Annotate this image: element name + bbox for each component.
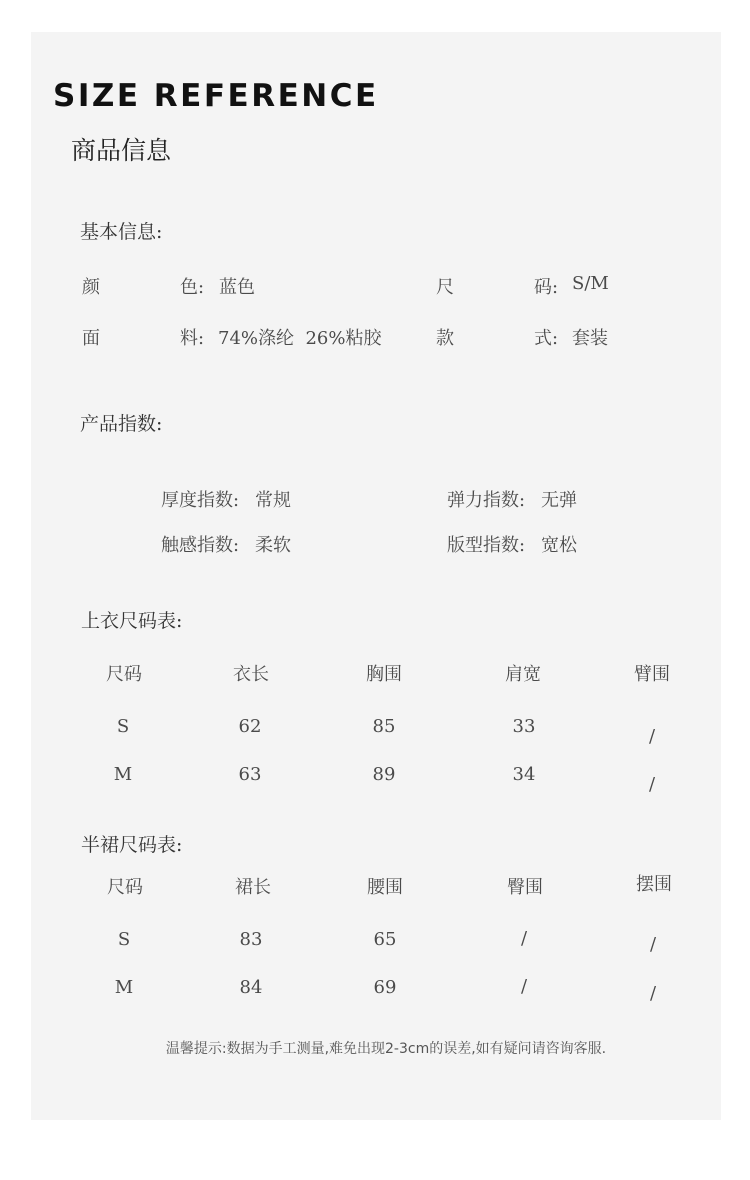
skirt-header-size: 尺码: [107, 877, 143, 898]
elasticity-index-value: 无弹: [541, 490, 577, 511]
thickness-index-value: 常规: [255, 490, 291, 511]
top-size-table-heading: 上衣尺码表:: [81, 610, 183, 632]
skirt-row-s-length: 83: [239, 929, 263, 950]
top-row-m-length: 63: [238, 764, 262, 785]
top-row-s-bust: 85: [372, 716, 396, 737]
skirt-header-hip: 臀围: [507, 877, 543, 898]
skirt-row-s-hip: /: [520, 928, 528, 949]
skirt-header-length: 裙长: [235, 877, 271, 898]
skirt-row-s-waist: 65: [373, 929, 397, 950]
skirt-row-s-size: S: [117, 929, 131, 950]
color-label-start: 颜: [82, 277, 100, 298]
product-index-heading: 产品指数:: [80, 413, 163, 435]
size-label-start: 尺: [436, 277, 454, 298]
material-label-start: 面: [82, 328, 100, 349]
footer-note: 温馨提示:数据为手工测量,难免出现2-3cm的误差,如有疑问请咨询客服.: [165, 1041, 607, 1057]
size-value: S/M: [572, 273, 609, 294]
skirt-row-m-hip: /: [520, 976, 528, 997]
skirt-row-m-length: 84: [239, 977, 263, 998]
style-label-end: 式:: [534, 328, 559, 349]
elasticity-index-label: 弹力指数:: [447, 490, 526, 511]
skirt-row-s-hem: /: [649, 934, 657, 955]
page-title: SIZE REFERENCE: [53, 78, 379, 114]
top-row-s-length: 62: [238, 716, 262, 737]
color-value: 蓝色: [219, 277, 255, 298]
fit-index-value: 宽松: [541, 535, 577, 556]
skirt-size-table-heading: 半裙尺码表:: [81, 834, 183, 856]
size-reference-card: [31, 32, 721, 1120]
top-header-bust: 胸围: [366, 664, 402, 685]
top-row-m-arm: /: [648, 774, 656, 795]
top-row-s-size: S: [116, 716, 130, 737]
skirt-header-hem: 摆围: [636, 874, 672, 895]
skirt-row-m-waist: 69: [373, 977, 397, 998]
top-row-m-size: M: [113, 764, 133, 785]
color-label-end: 色:: [180, 277, 205, 298]
skirt-header-waist: 腰围: [367, 877, 403, 898]
material-value: 74%涤纶 26%粘胶: [218, 328, 382, 349]
top-row-m-shoulder: 34: [512, 764, 536, 785]
size-label-end: 码:: [534, 277, 559, 298]
page-subtitle: 商品信息: [71, 136, 172, 165]
touch-index-value: 柔软: [255, 535, 291, 556]
top-header-arm: 臂围: [634, 664, 670, 685]
style-label-start: 款: [436, 328, 454, 349]
top-header-shoulder: 肩宽: [505, 664, 541, 685]
top-row-s-arm: /: [648, 726, 656, 747]
top-header-size: 尺码: [106, 664, 142, 685]
skirt-row-m-hem: /: [649, 983, 657, 1004]
touch-index-label: 触感指数:: [161, 535, 240, 556]
skirt-row-m-size: M: [114, 977, 134, 998]
thickness-index-label: 厚度指数:: [161, 490, 240, 511]
material-label-end: 料:: [180, 328, 205, 349]
top-row-s-shoulder: 33: [512, 716, 536, 737]
fit-index-label: 版型指数:: [447, 535, 526, 556]
top-row-m-bust: 89: [372, 764, 396, 785]
style-value: 套装: [572, 328, 608, 349]
basic-info-heading: 基本信息:: [80, 221, 163, 243]
top-header-length: 衣长: [233, 664, 269, 685]
